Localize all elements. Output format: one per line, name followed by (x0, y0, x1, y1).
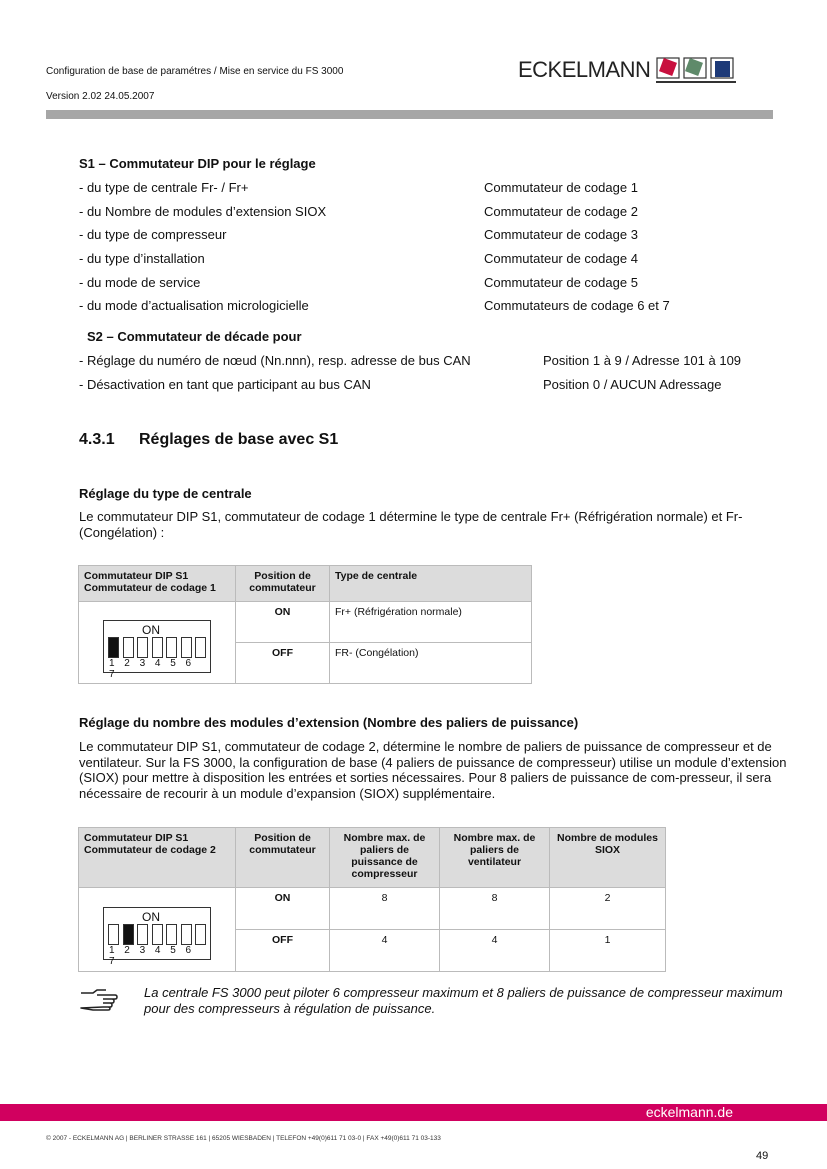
s2-item-value: Position 0 / AUCUN Adressage (543, 377, 722, 392)
s1-item-value: Commutateur de codage 4 (484, 251, 638, 266)
s1-list-item (0, 298, 827, 314)
dip-switch-number: 5 (170, 945, 176, 956)
s1-item-value: Commutateur de codage 5 (484, 275, 638, 290)
switch-position: ON (236, 888, 330, 930)
compressor-stages: 4 (330, 930, 440, 972)
s1-heading: S1 – Commutateur DIP pour le réglage (79, 156, 316, 171)
dip-on-label: ON (142, 910, 160, 924)
dip-switch-lever (166, 637, 177, 658)
table-row (79, 888, 666, 930)
logo-wordmark: ECKELMANN (518, 57, 651, 82)
switch-position: ON (236, 602, 330, 643)
table-header: Nombre de modules SIOX (550, 828, 666, 888)
extension-modules-table (78, 827, 666, 972)
logo-squares-icon (656, 57, 736, 83)
central-type-table (78, 565, 532, 684)
dip-switch-icon (103, 620, 211, 680)
dip-switch-number: 4 (154, 658, 161, 669)
s1-list-item (0, 204, 827, 220)
dip-switch-number: 7 (109, 956, 115, 967)
dip-switch-number: 6 (185, 945, 192, 956)
s1-item-label: - du Nombre de modules d’extension SIOX (79, 204, 327, 219)
dip-switch-icon (103, 907, 211, 967)
company-logo (518, 56, 736, 84)
block2-paragraph: Le commutateur DIP S1, commutateur de codage 2, détermine le nombre de paliers de puissance de compresseur et de ventilateur. Sur la FS 3000, la configuration de base (4 paliers de puissance de compresseur) utilise un module d’extension (SIOX) pour mettre à disposition les entrées et sorties nécessaires. Pour 8 paliers de puissance de com-presseur, il sera nécessaire de recourir à un module d’expansion (SIOX) supplémentaire. (79, 739, 787, 801)
s1-item-label: - du type d’installation (79, 251, 205, 266)
dip-switch-lever (137, 637, 148, 658)
s1-item-label: - du type de centrale Fr- / Fr+ (79, 180, 249, 195)
table-row (79, 602, 532, 643)
compressor-stages: 8 (330, 888, 440, 930)
s1-item-value: Commutateurs de codage 6 et 7 (484, 298, 670, 313)
dip-switch-lever (181, 924, 192, 945)
block1-heading: Réglage du type de centrale (79, 486, 252, 501)
section-number: 4.3.1 (79, 431, 115, 448)
document-title: Configuration de base de paramétres / Mise en service du FS 3000 (46, 66, 344, 77)
pointing-hand-icon (79, 987, 119, 1011)
s2-item-value: Position 1 à 9 / Adresse 101 à 109 (543, 353, 742, 368)
table-header: Nombre max. de paliers de puissance de compresseur (330, 828, 440, 888)
table-header: Position de commutateur (236, 828, 330, 888)
siox-modules: 2 (550, 888, 666, 930)
footer-copyright: © 2007 - ECKELMANN AG | BERLINER STRASSE 161 | 65205 WIESBADEN | TELEFON +49(0)611 71 03-0 | FAX +49(0)611 71 03-133 (46, 1135, 441, 1142)
dip-switch-lever (195, 924, 206, 945)
s2-list-item (0, 353, 827, 369)
s1-list-item (0, 275, 827, 291)
s1-item-value: Commutateur de codage 2 (484, 204, 638, 219)
dip-switch-numbers (109, 945, 210, 967)
dip-switch-number: 2 (124, 945, 130, 956)
s2-item-label: - Désactivation en tant que participant au bus CAN (79, 377, 371, 392)
block1-paragraph: Le commutateur DIP S1, commutateur de codage 1 détermine le type de centrale Fr+ (Réfrigération normale) et Fr- (Congélation) : (79, 509, 743, 540)
central-type: Fr+ (Réfrigération normale) (330, 602, 532, 643)
dip-switch-number: 6 (185, 658, 192, 669)
dip-switch-number: 5 (170, 658, 176, 669)
s2-list-item (0, 377, 827, 393)
table-header: Position de commutateur (236, 566, 330, 602)
dip-switch-lever (137, 924, 148, 945)
dip-switch-lever (195, 637, 206, 658)
section-heading (79, 431, 338, 449)
dip-switch-lever (152, 924, 163, 945)
page-number: 49 (756, 1150, 769, 1162)
s2-heading: S2 – Commutateur de décade pour (87, 329, 302, 344)
s1-item-value: Commutateur de codage 3 (484, 227, 638, 242)
dip-switch-lever (152, 637, 163, 658)
dip-switch-number: 3 (139, 945, 146, 956)
footer-website-link[interactable]: eckelmann.de (645, 1104, 733, 1120)
table-header: Commutateur DIP S1 Commutateur de codage 1 (79, 566, 236, 602)
s1-list-item (0, 251, 827, 267)
dip-switch-lever (123, 637, 134, 658)
fan-stages: 8 (440, 888, 550, 930)
dip-switch-diagram (79, 888, 236, 972)
dip-switch-lever (123, 924, 134, 945)
header-divider (46, 110, 773, 119)
dip-switch-number: 7 (109, 669, 115, 680)
table-header: Nombre max. de paliers de ventilateur (440, 828, 550, 888)
dip-switch-lever (108, 924, 119, 945)
switch-position: OFF (236, 643, 330, 684)
siox-modules: 1 (550, 930, 666, 972)
dip-switch-number: 1 (109, 658, 115, 669)
s1-list-item (0, 227, 827, 243)
table-header: Commutateur DIP S1 Commutateur de codage 2 (79, 828, 236, 888)
document-version: Version 2.02 24.05.2007 (46, 91, 155, 102)
dip-switch-lever (166, 924, 177, 945)
dip-switch-number: 3 (139, 658, 146, 669)
s1-item-label: - du mode d’actualisation micrologicielle (79, 298, 309, 313)
block2-heading: Réglage du nombre des modules d’extension (Nombre des paliers de puissance) (79, 715, 579, 730)
dip-switch-number: 4 (154, 945, 161, 956)
dip-switch-numbers (109, 658, 210, 680)
s1-item-value: Commutateur de codage 1 (484, 180, 638, 195)
central-type: FR- (Congélation) (330, 643, 532, 684)
dip-switch-lever (108, 637, 119, 658)
switch-position: OFF (236, 930, 330, 972)
s1-list-item (0, 180, 827, 196)
s1-item-label: - du mode de service (79, 275, 201, 290)
fan-stages: 4 (440, 930, 550, 972)
dip-switch-diagram (79, 602, 236, 684)
dip-on-label: ON (142, 623, 160, 637)
note-text: La centrale FS 3000 peut piloter 6 compresseur maximum et 8 paliers de puissance de compresseur maximum pour des compresseurs à régulation de puissance. (144, 985, 783, 1016)
dip-switch-number: 2 (124, 658, 130, 669)
s1-item-label: - du type de compresseur (79, 227, 227, 242)
s2-item-label: - Réglage du numéro de nœud (Nn.nnn), resp. adresse de bus CAN (79, 353, 471, 368)
dip-switch-lever (181, 637, 192, 658)
table-header: Type de centrale (330, 566, 532, 602)
section-title: Réglages de base avec S1 (139, 431, 339, 448)
dip-switch-number: 1 (109, 945, 115, 956)
